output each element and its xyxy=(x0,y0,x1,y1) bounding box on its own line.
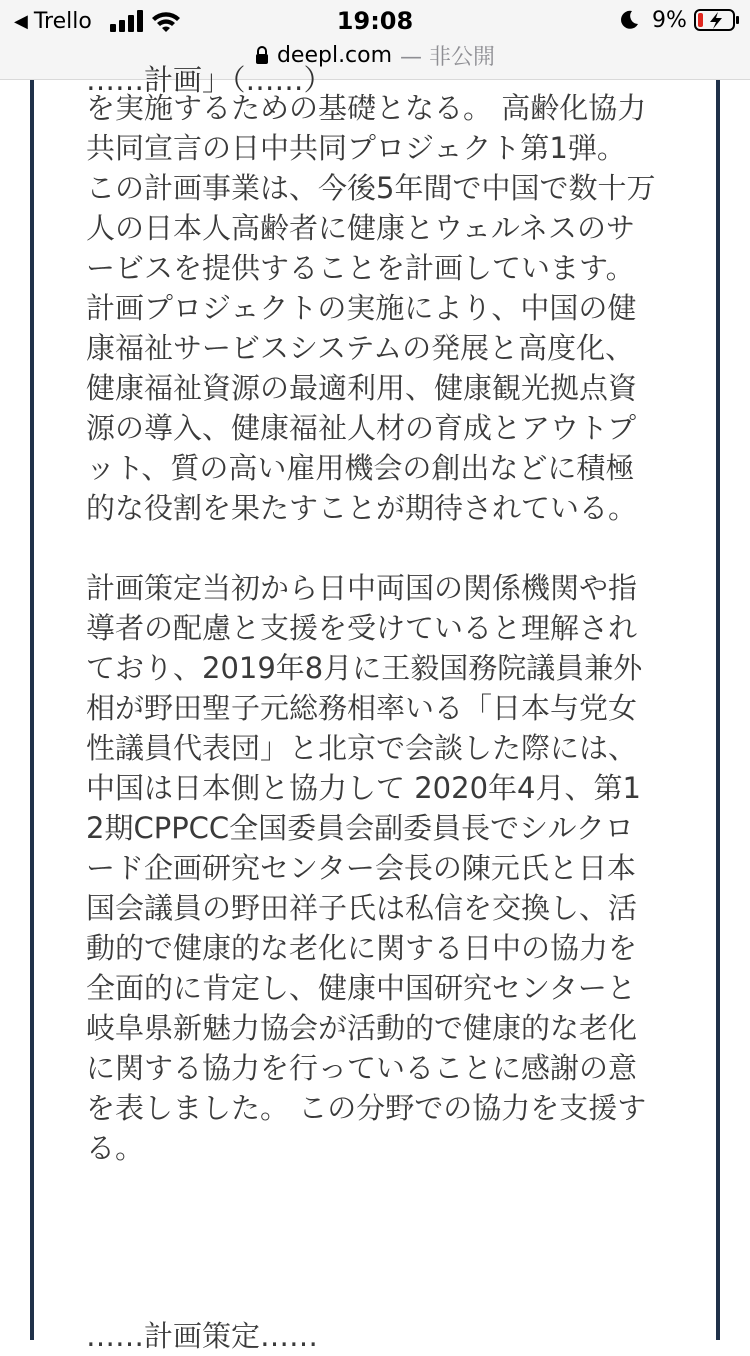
battery-low-charging-icon xyxy=(694,8,740,32)
cut-off-top-line: ……計画」（……） xyxy=(86,63,333,97)
back-app-label: Trello xyxy=(33,9,92,34)
clock-time: 19:08 xyxy=(336,7,414,35)
back-arrow-icon: ◀ xyxy=(14,11,28,32)
privacy-note: — 非公開 xyxy=(400,44,496,70)
battery-percent: 9% xyxy=(652,8,687,33)
article-frame xyxy=(30,63,720,1353)
paragraph-2: 計画策定当初から日中両国の関係機関や指導者の配慮と支援を受けていると理解されており、2019年8月に王毅国務院議員兼外相が野田聖子元総務相率いる「日本与党女性議員代表団」と北京で会談した際には、中国は日本側と協力して 2020年4月、第12期CPPCC全国委員会副委員長でシルクロード企画研究センター会長の陳元氏と日本国会議員の野田祥子氏は私信を交換し、活動的で健康的な老化に関する日中の協力を全面的に肯定し、健康中国研究センターと岐阜県新魅力協会が活動的で健康的な老化に関する協力を行っていることに感謝の意を表しました。 この分野での協力を支援する。 xyxy=(86,571,647,1165)
translated-article xyxy=(86,88,656,1208)
do-not-disturb-moon-icon xyxy=(618,9,640,31)
url-domain: deepl.com xyxy=(276,42,393,68)
cut-off-bottom-line: ……計画策定…… xyxy=(86,1319,319,1353)
paragraph-1: を実施するための基礎となる。 高齢化協力共同宣言の日中共同プロジェクト第1弾。 この計画事業は、今後5年間で中国で数十万人の日本人高齢者に健康とウェルネスのサービスを提供することを計画しています。 計画プロジェクトの実施により、中国の健康福祉サービスシステムの発展と高度化、健康福祉資源の最適利用、健康観光拠点資源の導入、健康福祉人材の育成とアウトプット、質の高い雇用機会の創出などに積極的な役割を果たすことが期待されている。 xyxy=(86,91,656,525)
